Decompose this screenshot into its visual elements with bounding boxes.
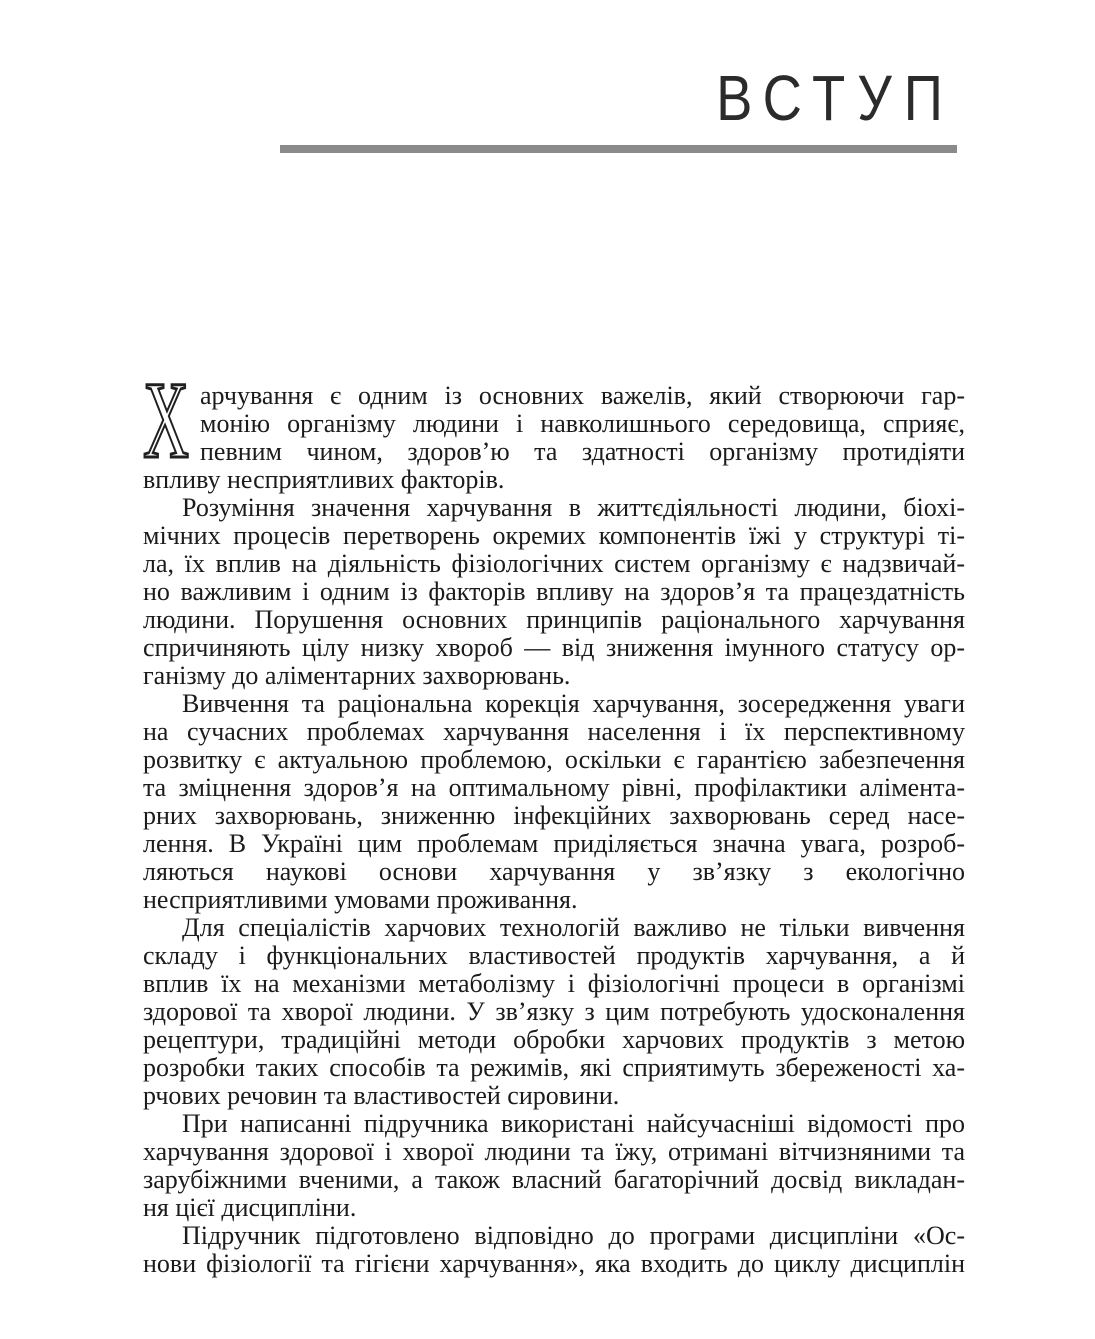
- text-line: мічних процесів перетворень окремих компонентів їжі у структурі ті-: [143, 521, 965, 550]
- text-line: на сучасних проблемах харчування населення і їх перспективному: [143, 717, 965, 746]
- text-line: ганізму до аліментарних захворювань.: [143, 661, 571, 690]
- text-line: людини. Порушення основних принципів раціонального харчування: [143, 605, 965, 634]
- text-line: но важливим і одним із факторів впливу на здоров’я та працездатність: [143, 577, 965, 606]
- body-text: [143, 359, 965, 1278]
- text-line: розробки таких способів та режимів, які сприятимуть збереженості ха-: [143, 1053, 965, 1082]
- text-line: Для спеціалістів харчових технологій важливо не тільки вивчення: [182, 913, 965, 942]
- paragraph: [143, 1110, 965, 1222]
- page-title: [674, 63, 955, 133]
- text-line: Розуміння значення харчування в життєдіяльності людини, біохі-: [182, 493, 965, 522]
- title-rule: [280, 145, 957, 153]
- text-line: несприятливими умовами проживання.: [143, 885, 578, 914]
- text-line: ляються наукові основи харчування у зв’язку з екологічно: [143, 857, 965, 886]
- text-line: здорової та хворої людини. У зв’язку з цим потребують удосконалення: [143, 997, 965, 1026]
- paragraph: [143, 1222, 965, 1278]
- paragraph: [143, 690, 965, 914]
- text-line: рецептури, традиційні методи обробки харчових продуктів з метою: [143, 1025, 965, 1054]
- paragraph: [143, 359, 965, 494]
- text-line: впливу несприятливих факторів.: [143, 465, 505, 494]
- text-line: певним чином, здоров’ю та здатності організму протидіяти: [200, 437, 965, 466]
- dropcap-glyph: Х: [143, 359, 190, 481]
- text-line: рчових речовин та властивостей сировини.: [143, 1081, 620, 1110]
- text-line: складу і функціональних властивостей продуктів харчування, а й: [143, 941, 965, 970]
- text-line: спричиняють цілу низку хвороб — від зниження імунного статусу ор-: [143, 633, 965, 662]
- text-line: арчування є одним із основних важелів, який створюючи гар-: [200, 381, 965, 410]
- text-line: та зміцнення здоров’я на оптимальному рівні, профілактики алімента-: [143, 773, 965, 802]
- text-line: ла, їх вплив на діяльність фізіологічних систем організму є надзвичай-: [143, 549, 965, 578]
- text-line: розвитку є актуальною проблемою, оскільки є гарантією забезпечення: [143, 745, 965, 774]
- text-line: монію організму людини і навколишнього середовища, сприяє,: [200, 409, 965, 438]
- paragraph: [143, 914, 965, 1110]
- dropcap-letter: [143, 359, 200, 481]
- text-line: лення. В Україні цим проблемам приділяється значна увага, розроб-: [143, 829, 965, 858]
- page-title-text: ВСТУП: [716, 62, 955, 134]
- text-line: Підручник підготовлено відповідно до програми дисципліни «Ос-: [182, 1221, 965, 1250]
- text-line: вплив їх на механізми метаболізму і фізіологічні процеси в організмі: [143, 969, 965, 998]
- text-line: Вивчення та раціональна корекція харчування, зосередження уваги: [182, 689, 965, 718]
- text-line: ня цієї дисципліни.: [143, 1193, 357, 1222]
- text-line: При написанні підручника використані найсучасніші відомості про: [182, 1109, 965, 1138]
- text-line: харчування здорової і хворої людини та їжу, отримані вітчизняними та: [143, 1137, 965, 1166]
- text-line: нови фізіології та гігієни харчування», яка входить до циклу дисциплін: [143, 1249, 965, 1278]
- text-line: зарубіжними вченими, а також власний багаторічний досвід викладан-: [143, 1165, 965, 1194]
- text-line: рних захворювань, зниженню інфекційних захворювань серед насе-: [143, 801, 965, 830]
- paragraph: [143, 494, 965, 690]
